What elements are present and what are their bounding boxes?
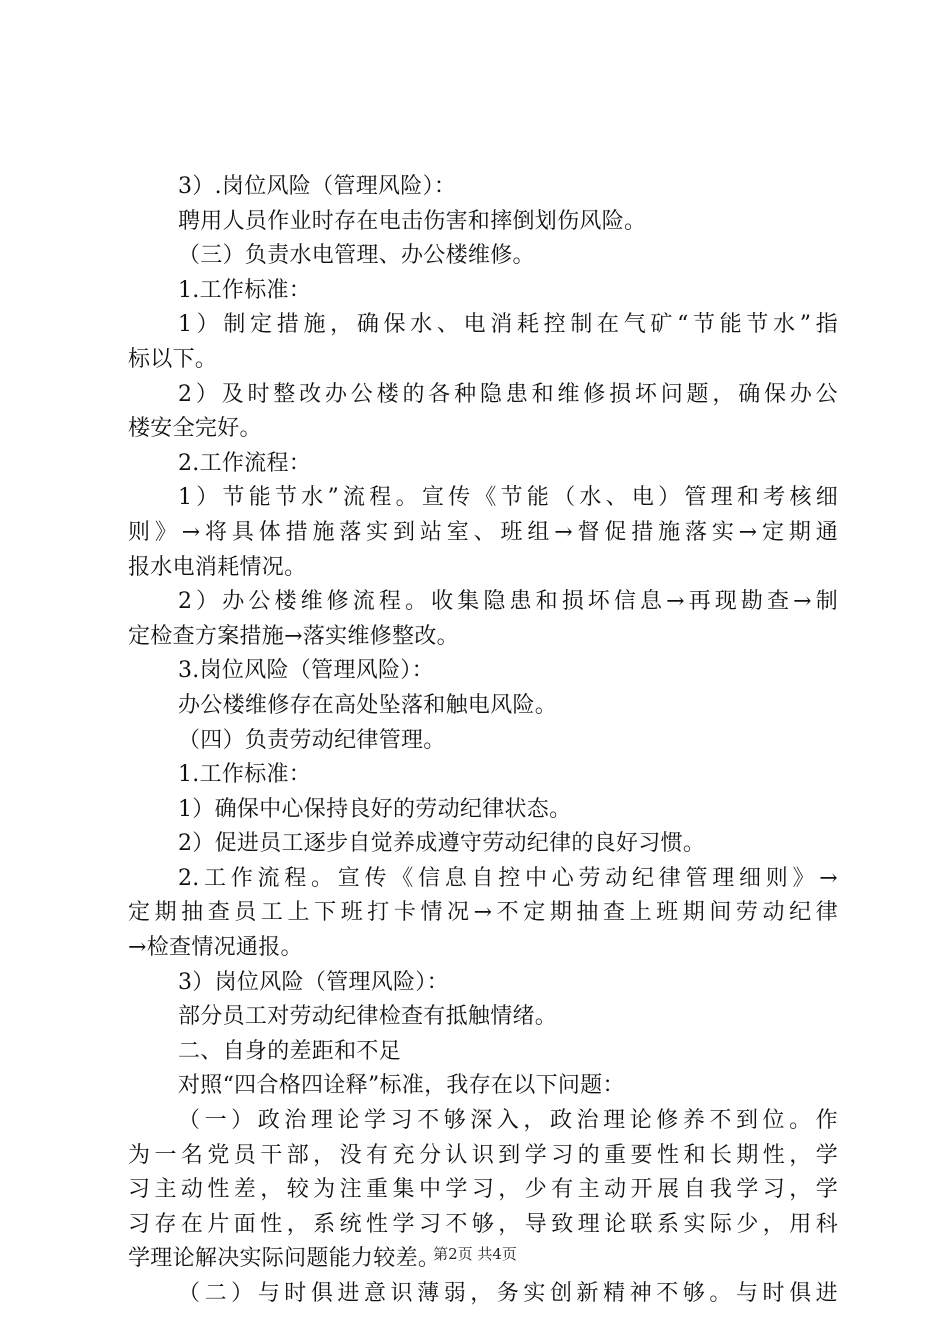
text-line: 2.工作流程。宣传《信息自控中心劳动纪律管理细则》→: [178, 865, 838, 891]
text-line: 部分员工对劳动纪律检查有抵触情绪。: [178, 1004, 558, 1030]
text-line: 二、自身的差距和不足: [178, 1038, 402, 1064]
text-line: 标以下。: [128, 346, 218, 372]
text-line: 3）岗位风险（管理风险）：: [178, 969, 449, 995]
page-footer: 第2页 共4页: [433, 1245, 517, 1263]
text-line: 定期抽查员工上下班打卡情况→不定期抽查上班期间劳动纪律: [128, 900, 838, 926]
text-line: 对照“四合格四诠释”标准，我存在以下问题：: [178, 1073, 625, 1099]
text-line: 2）及时整改办公楼的各种隐患和维修损坏问题，确保办公: [178, 381, 838, 407]
text-line: 2）办公楼维修流程。收集隐患和损坏信息→再现勘查→制: [178, 589, 838, 615]
text-line: 办公楼维修存在高处坠落和触电风险。: [178, 692, 558, 718]
text-line: （一）政治理论学习不够深入，政治理论修养不到位。作: [178, 1108, 838, 1134]
text-line: 3）.岗位风险（管理风险）：: [178, 174, 457, 199]
text-line: （三）负责水电管理、办公楼维修。: [178, 243, 535, 269]
text-line: （四）负责劳动纪律管理。: [178, 727, 446, 753]
text-line: 3.岗位风险（管理风险）：: [178, 658, 434, 684]
text-line: 报水电消耗情况。: [128, 554, 307, 580]
text-line: 聘用人员作业时存在电击伤害和摔倒划伤风险。: [178, 208, 647, 234]
text-line: 定检查方案措施→落实维修整改。: [128, 623, 459, 649]
text-line: 1.工作标准：: [178, 762, 312, 788]
text-line: 则》→将具体措施落实到站室、班组→督促措施落实→定期通: [128, 519, 838, 545]
text-line: 习主动性差，较为注重集中学习，少有主动开展自我学习，学: [128, 1177, 838, 1203]
text-line: 1）确保中心保持良好的劳动纪律状态。: [178, 796, 572, 822]
text-line: 1）制定措施，确保水、电消耗控制在气矿“节能节水”指: [178, 312, 838, 338]
text-line: （二）与时俱进意识薄弱，务实创新精神不够。与时俱进: [178, 1281, 838, 1306]
text-line: 2）促进员工逐步自觉养成遵守劳动纪律的良好习惯。: [178, 831, 706, 857]
text-line: →检查情况通报。: [128, 935, 303, 961]
text-line: 为一名党员干部，没有充分认识到学习的重要性和长期性，学: [128, 1142, 838, 1168]
text-line: 2.工作流程：: [178, 450, 312, 476]
text-line: 1）节能节水”流程。宣传《节能（水、电）管理和考核细: [178, 485, 838, 511]
text-line: 学理论解决实际问题能力较差。: [128, 1246, 441, 1272]
text-line: 1.工作标准：: [178, 277, 312, 303]
document-body: [128, 170, 838, 1312]
text-line: 习存在片面性，系统性学习不够，导致理论联系实际少，用科: [128, 1211, 838, 1237]
text-line: 楼安全完好。: [128, 416, 262, 442]
